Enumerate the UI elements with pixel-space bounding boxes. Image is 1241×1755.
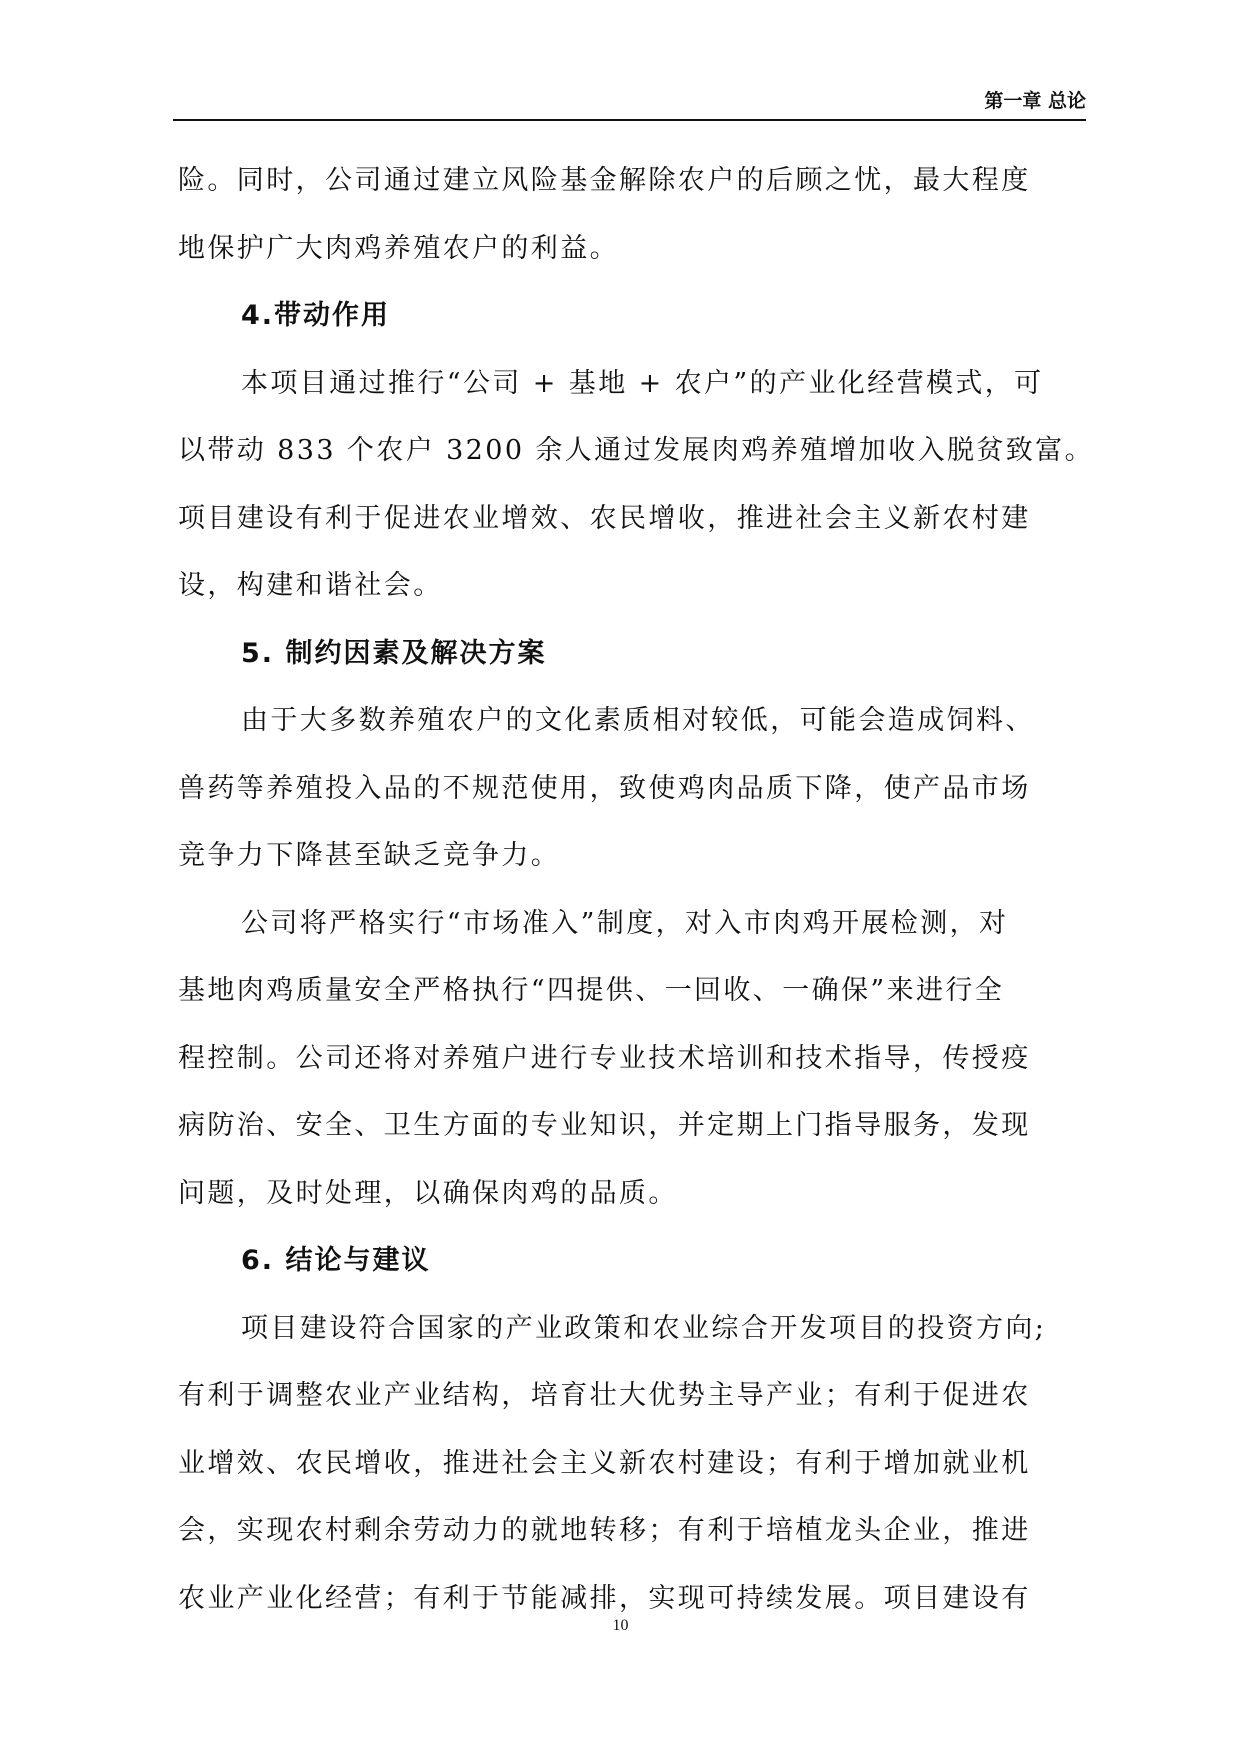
text-line: 程控制。公司还将对养殖户进行专业技术培训和技术指导，传授疫	[178, 1042, 1031, 1074]
section-heading: 5. 制约因素及解决方案	[241, 637, 547, 669]
text-line: 以带动 833 个农户 3200 余人通过发展肉鸡养殖增加收入脱贫致富。	[178, 435, 1094, 466]
text-line: 本项目通过推行“公司 + 基地 + 农户”的产业化经营模式，可	[241, 367, 1044, 399]
page-number: 10	[612, 1617, 629, 1634]
text-line: 险。同时，公司通过建立风险基金解除农户的后顾之忧，最大程度	[178, 165, 1031, 196]
text-line: 设，构建和谐社会。	[178, 570, 443, 601]
text-line: 项目建设符合国家的产业政策和农业综合开发项目的投资方向;	[241, 1312, 1047, 1344]
text-line: 业增效、农民增收，推进社会主义新农村建设；有利于增加就业机	[178, 1447, 1031, 1479]
text-line: 病防治、安全、卫生方面的专业知识，并定期上门指导服务，发现	[178, 1110, 1031, 1141]
document-body	[178, 147, 1094, 1632]
text-line: 基地肉鸡质量安全严格执行“四提供、一回收、一确保”来进行全	[178, 975, 1005, 1006]
text-line: 地保护广大肉鸡养殖农户的利益。	[178, 232, 619, 264]
text-line: 由于大多数养殖农户的文化素质相对较低，可能会造成饲料、	[241, 705, 1035, 736]
text-line: 兽药等养殖投入品的不规范使用，致使鸡肉品质下降，使产品市场	[178, 772, 1031, 804]
text-line: 农业产业化经营；有利于节能减排，实现可持续发展。项目建设有	[178, 1582, 1031, 1614]
paragraph	[178, 147, 1086, 282]
text-line: 项目建设有利于促进农业增效、农民增收，推进社会主义新农村建	[178, 502, 1031, 534]
paragraph	[178, 687, 1086, 890]
section-heading: 6. 结论与建议	[241, 1245, 431, 1276]
text-line: 有利于调整农业产业结构，培育壮大优势主导产业；有利于促进农	[178, 1380, 1031, 1411]
text-line: 会，实现农村剩余劳动力的就地转移；有利于培植龙头企业，推进	[178, 1515, 1031, 1546]
header-rule	[173, 119, 1086, 121]
chapter-header: 第一章 总论	[984, 90, 1086, 112]
paragraph	[178, 350, 1094, 620]
section-heading: 4.带动作用	[241, 300, 391, 331]
paragraph	[178, 890, 1086, 1228]
text-line: 公司将严格实行“市场准入”制度，对入市肉鸡开展检测，对	[241, 907, 1009, 939]
text-line: 问题，及时处理，以确保肉鸡的品质。	[178, 1177, 678, 1209]
text-line: 竞争力下降甚至缺乏竞争力。	[178, 840, 561, 871]
paragraph	[178, 1295, 1086, 1633]
